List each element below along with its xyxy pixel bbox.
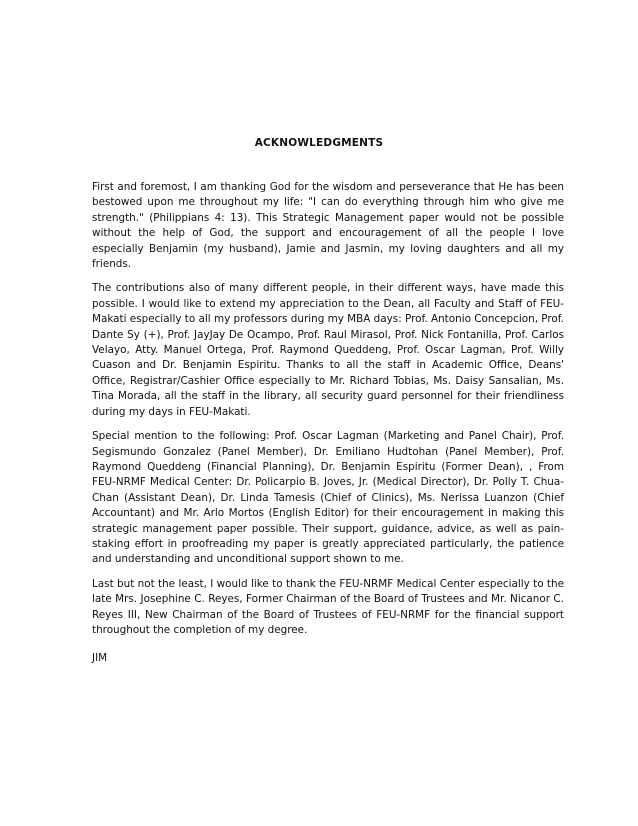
paragraph-special-mention: Special mention to the following: Prof. Oscar Lagman (Marketing and Panel Chair), Prof. Segismundo Gonzalez (Panel Member), Dr. Emiliano Hudtohan (Panel Member), Prof. Raymond Queddeng (Financial Planning), Dr. Benjamin Espiritu (Former Dean), , From FEU-NRMF Medical Center: Dr. Policarpio B. Joves, Jr. (Medical Director), Dr. Polly T. Chua-Chan (Assistant Dean), Dr. Linda Tamesis (Chief of Clinics), Ms. Nerissa Luanzon (Chief Accountant) and Mr. Arlo Mortos (English Editor) for their encouragement in making this strategic management paper possible. Their support, guidance, advice, as well as pain-staking effort in proofreading my paper is greatly appreciated particularly, the patience and understanding and unconditional support shown to me. <box>92 430 564 566</box>
paragraph-faculty-and-staff: The contributions also of many different people, in their different ways, have made this possible. I would like to extend my appreciation to the Dean, all Faculty and Staff of FEU-Makati especially to all my professors during my MBA days: Prof. Antonio Concepcion, Prof. Dante Sy (+), Prof. JayJay De Ocampo, Prof. Raul Mirasol, Prof. Nick Fontanilla, Prof. Carlos Velayo, Atty. Manuel Ortega, Prof. Raymond Queddeng, Prof. Oscar Lagman, Prof. Willy Cuason and Dr. Benjamin Espiritu. Thanks to all the staff in Academic Office, Deans' Office, Registrar/Cashier Office especially to Mr. Richard Tobias, Ms. Daisy Sansalian, Ms. Tina Morada, all the staff in the library, all security guard personnel for their friendliness during my days in FEU-Makati. <box>92 282 564 418</box>
paragraph-medical-center: Last but not the least, I would like to thank the FEU-NRMF Medical Center especially to the late Mrs. Josephine C. Reyes, Former Chairman of the Board of Trustees and Mr. Nicanor C. Reyes III, New Chairman of the Board of Trustees of FEU-NRMF for the financial support throughout the completion of my degree. <box>92 577 564 636</box>
paragraph-gratitude-to-god: First and foremost, I am thanking God for the wisdom and perseverance that He has been bestowed upon me throughout my life: "I can do everything through him who give me strength." (Philippians 4: 13). This Strategic Management paper would not be possible without the help of God, the support and encouragement of all the people I love especially Benjamin (my husband), Jamie and Jasmin, my loving daughters and all my friends. <box>92 181 564 271</box>
page-title: ACKNOWLEDGMENTS <box>254 137 384 149</box>
acknowledgments-body <box>92 180 564 647</box>
signature: JIM <box>92 652 108 664</box>
